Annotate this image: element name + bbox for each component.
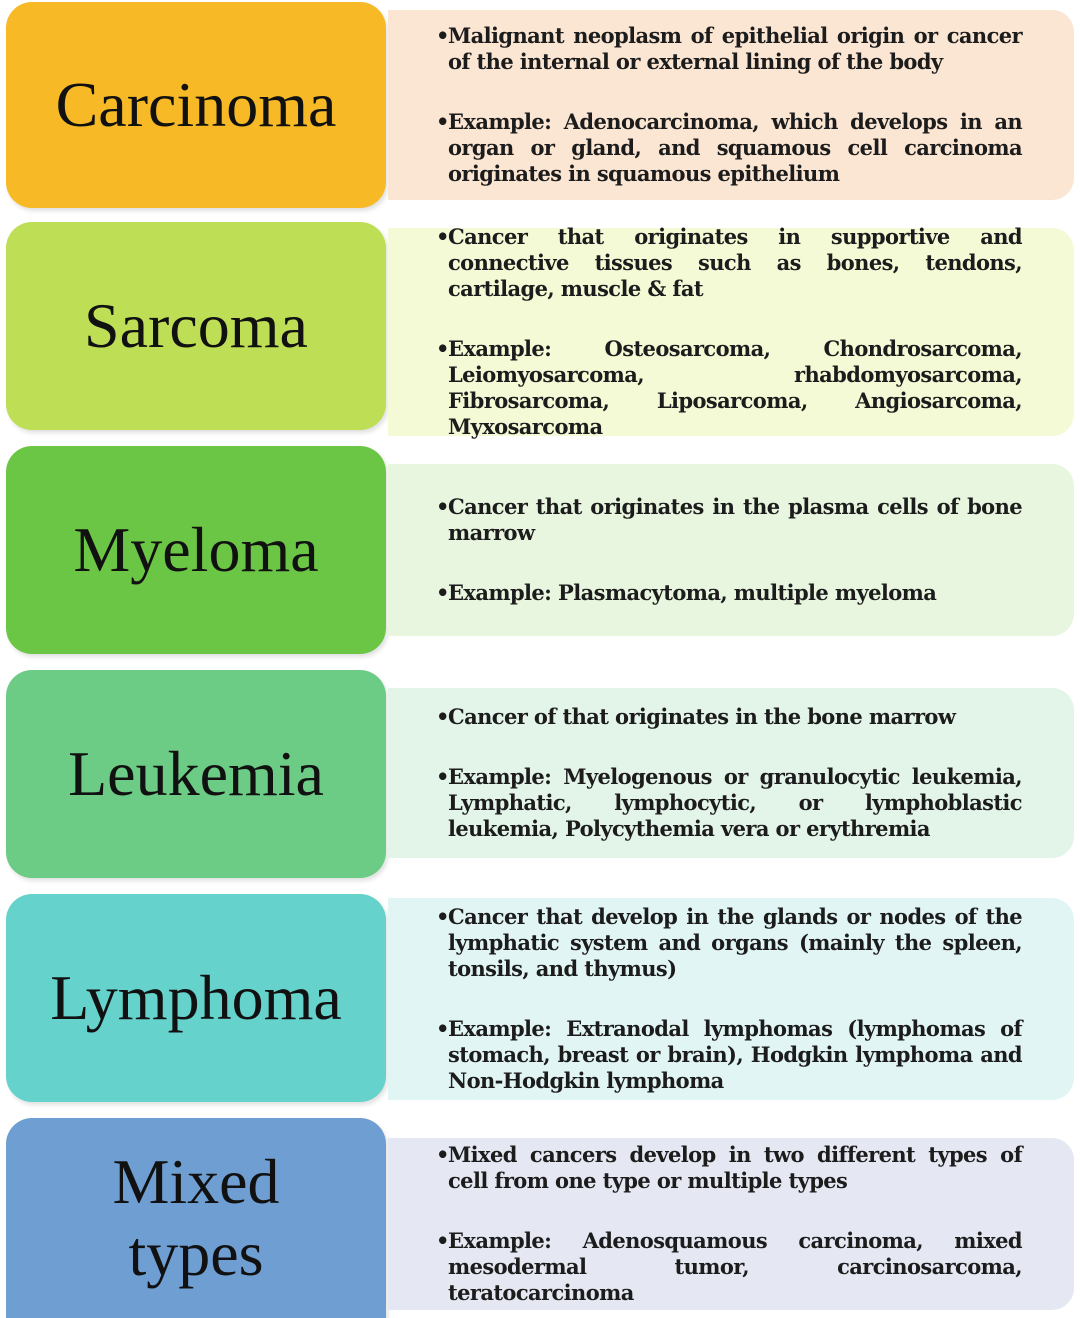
- desc-box-myeloma: [388, 464, 1074, 636]
- label-leukemia: Leukemia: [68, 738, 324, 809]
- bullet-definition: • Malignant neoplasm of epithelial origin or cancer of the internal or external lining of the body: [436, 23, 1022, 75]
- desc-box-carcinoma: [388, 10, 1074, 200]
- desc-box-leukemia: [388, 688, 1074, 858]
- bullet-definition: • Cancer that develop in the glands or nodes of the lymphatic system and organs (mainly the spleen, tonsils, and thymus): [436, 904, 1022, 982]
- bullet-definition: • Cancer that originates in the plasma cells of bone marrow: [436, 494, 1022, 546]
- bullet-definition: • Cancer that originates in supportive and connective tissues such as bones, tendons, cartilage, muscle & fat: [436, 224, 1022, 302]
- label-lymphoma: Lymphoma: [50, 962, 342, 1033]
- desc-box-mixed-types: [388, 1138, 1074, 1310]
- label-box-leukemia: [6, 670, 386, 878]
- desc-box-sarcoma: [388, 224, 1074, 439]
- bullet-example: • Example: Myelogenous or granulocytic leukemia, Lymphatic, lymphocytic, or lymphoblastic leukemia, Polycythemia vera or erythremia: [436, 764, 1022, 842]
- desc-box-lymphoma: [388, 898, 1074, 1100]
- bullet-example: • Example: Osteosarcoma, Chondrosarcoma, Leiomyosarcoma, rhabdomyosarcoma, Fibrosarcoma, Liposarcoma, Angiosarcoma, Myxosarcoma: [436, 336, 1022, 440]
- label-box-mixed-types: [6, 1118, 386, 1318]
- bullet-example: • Example: Adenocarcinoma, which develops in an organ or gland, and squamous cell carcinoma originates in squamous epithelium: [436, 109, 1022, 187]
- bullet-definition: • Cancer of that originates in the bone marrow: [436, 704, 1022, 730]
- bullet-example: • Example: Plasmacytoma, multiple myeloma: [436, 580, 1022, 606]
- label-carcinoma: Carcinoma: [55, 69, 337, 140]
- label-myeloma: Myeloma: [73, 514, 319, 585]
- label-box-carcinoma: [6, 2, 386, 208]
- label-sarcoma: Sarcoma: [84, 290, 308, 361]
- bullet-example: • Example: Extranodal lymphomas (lymphomas of stomach, breast or brain), Hodgkin lymphoma and Non-Hodgkin lymphoma: [436, 1016, 1022, 1094]
- label-box-lymphoma: [6, 894, 386, 1102]
- bullet-definition: • Mixed cancers develop in two different types of cell from one type or multiple types: [436, 1142, 1022, 1194]
- bullet-example: • Example: Adenosquamous carcinoma, mixed mesodermal tumor, carcinosarcoma, teratocarcinoma: [436, 1228, 1022, 1306]
- label-mixed-types: Mixed types: [112, 1146, 280, 1289]
- label-box-myeloma: [6, 446, 386, 654]
- label-box-sarcoma: [6, 222, 386, 430]
